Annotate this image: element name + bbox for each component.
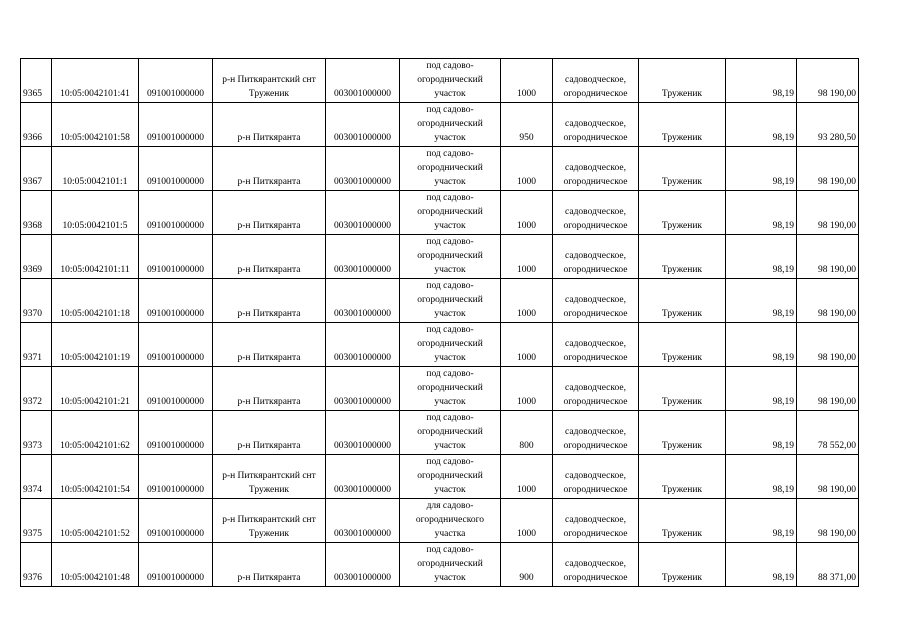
permitted-use-cell xyxy=(400,279,501,323)
location-cell xyxy=(213,543,326,587)
specific-value-cell: 98,19 xyxy=(726,103,797,147)
permitted-use-line: участок xyxy=(434,573,466,583)
table-row xyxy=(21,543,859,587)
cadastral-value-cell: 78 552,00 xyxy=(797,411,859,455)
oktmo-code-cell: 091001000000 xyxy=(139,147,213,191)
table-row xyxy=(21,455,859,499)
table-row xyxy=(21,59,859,103)
specific-value-cell: 98,19 xyxy=(726,191,797,235)
row-number-cell: 9365 xyxy=(21,59,52,103)
use-category-line: огородническое xyxy=(563,353,628,363)
partnership-name-cell: Труженик xyxy=(639,323,726,367)
location-cell xyxy=(213,499,326,543)
oktmo-code-cell: 091001000000 xyxy=(139,59,213,103)
use-category-cell xyxy=(553,367,639,411)
area-cell: 1000 xyxy=(501,499,553,543)
permitted-use-line: огороднический xyxy=(417,559,483,569)
specific-value-cell: 98,19 xyxy=(726,411,797,455)
row-number-cell: 9374 xyxy=(21,455,52,499)
partnership-name-cell: Труженик xyxy=(639,367,726,411)
permitted-use-line: огороднический xyxy=(417,207,483,217)
use-category-cell xyxy=(553,323,639,367)
permitted-use-line: огороднический xyxy=(417,383,483,393)
location-cell xyxy=(213,455,326,499)
permitted-use-line: огороднический xyxy=(417,119,483,129)
row-number-cell: 9370 xyxy=(21,279,52,323)
permitted-use-cell xyxy=(400,191,501,235)
permitted-use-cell xyxy=(400,543,501,587)
okato-code-cell: 003001000000 xyxy=(326,147,400,191)
cadastral-number-cell: 10:05:0042101:58 xyxy=(52,103,139,147)
location-line: р-н Питкяранта xyxy=(237,353,301,363)
permitted-use-line: участок xyxy=(434,441,466,451)
table-row xyxy=(21,147,859,191)
permitted-use-line: под садово- xyxy=(426,237,474,247)
row-number-cell: 9373 xyxy=(21,411,52,455)
location-cell xyxy=(213,367,326,411)
permitted-use-cell xyxy=(400,499,501,543)
specific-value-cell: 98,19 xyxy=(726,455,797,499)
cadastral-number-cell: 10:05:0042101:19 xyxy=(52,323,139,367)
permitted-use-cell xyxy=(400,411,501,455)
location-line: р-н Питкяранта xyxy=(237,397,301,407)
use-category-line: огородническое xyxy=(563,89,628,99)
okato-code-cell: 003001000000 xyxy=(326,367,400,411)
partnership-name-cell: Труженик xyxy=(639,147,726,191)
permitted-use-line: под садово- xyxy=(426,61,474,71)
use-category-cell xyxy=(553,543,639,587)
row-number-cell: 9366 xyxy=(21,103,52,147)
use-category-line: садоводческое, xyxy=(565,559,626,569)
permitted-use-line: участок xyxy=(434,89,466,99)
location-cell xyxy=(213,103,326,147)
permitted-use-line: участок xyxy=(434,397,466,407)
permitted-use-line: огороднический xyxy=(417,427,483,437)
partnership-name-cell: Труженик xyxy=(639,59,726,103)
okato-code-cell: 003001000000 xyxy=(326,235,400,279)
location-line: р-н Питкярантский снт xyxy=(222,515,316,525)
use-category-line: огородническое xyxy=(563,309,628,319)
cadastral-value-cell: 98 190,00 xyxy=(797,147,859,191)
area-cell: 1000 xyxy=(501,367,553,411)
use-category-cell xyxy=(553,499,639,543)
permitted-use-cell xyxy=(400,59,501,103)
table-row xyxy=(21,411,859,455)
location-line: Труженик xyxy=(248,529,290,539)
cadastral-value-cell: 93 280,50 xyxy=(797,103,859,147)
use-category-cell xyxy=(553,147,639,191)
permitted-use-line: огороднический xyxy=(417,163,483,173)
permitted-use-line: огороднический xyxy=(417,251,483,261)
oktmo-code-cell: 091001000000 xyxy=(139,235,213,279)
permitted-use-line: участка xyxy=(434,529,466,539)
permitted-use-line: огороднического xyxy=(415,515,485,525)
cadastral-registry-table xyxy=(20,58,859,587)
cadastral-number-cell: 10:05:0042101:48 xyxy=(52,543,139,587)
cadastral-value-cell: 98 190,00 xyxy=(797,455,859,499)
cadastral-value-cell: 98 190,00 xyxy=(797,59,859,103)
specific-value-cell: 98,19 xyxy=(726,235,797,279)
specific-value-cell: 98,19 xyxy=(726,59,797,103)
use-category-cell xyxy=(553,59,639,103)
permitted-use-line: под садово- xyxy=(426,105,474,115)
partnership-name-cell: Труженик xyxy=(639,279,726,323)
okato-code-cell: 003001000000 xyxy=(326,59,400,103)
permitted-use-line: под садово- xyxy=(426,369,474,379)
row-number-cell: 9367 xyxy=(21,147,52,191)
table-row xyxy=(21,235,859,279)
location-line: р-н Питкяранта xyxy=(237,265,301,275)
use-category-line: огородническое xyxy=(563,485,628,495)
use-category-line: огородническое xyxy=(563,177,628,187)
use-category-line: садоводческое, xyxy=(565,119,626,129)
specific-value-cell: 98,19 xyxy=(726,499,797,543)
use-category-line: огородническое xyxy=(563,441,628,451)
permitted-use-line: участок xyxy=(434,353,466,363)
okato-code-cell: 003001000000 xyxy=(326,455,400,499)
cadastral-number-cell: 10:05:0042101:54 xyxy=(52,455,139,499)
permitted-use-line: под садово- xyxy=(426,413,474,423)
permitted-use-line: участок xyxy=(434,485,466,495)
use-category-line: огородническое xyxy=(563,397,628,407)
area-cell: 1000 xyxy=(501,147,553,191)
table-row xyxy=(21,103,859,147)
location-cell xyxy=(213,59,326,103)
permitted-use-line: под садово- xyxy=(426,325,474,335)
location-line: р-н Питкяранта xyxy=(237,133,301,143)
okato-code-cell: 003001000000 xyxy=(326,103,400,147)
specific-value-cell: 98,19 xyxy=(726,279,797,323)
use-category-cell xyxy=(553,279,639,323)
use-category-cell xyxy=(553,235,639,279)
location-line: р-н Питкярантский снт xyxy=(222,471,316,481)
okato-code-cell: 003001000000 xyxy=(326,543,400,587)
use-category-cell xyxy=(553,191,639,235)
cadastral-value-cell: 98 190,00 xyxy=(797,323,859,367)
oktmo-code-cell: 091001000000 xyxy=(139,103,213,147)
location-cell xyxy=(213,323,326,367)
partnership-name-cell: Труженик xyxy=(639,103,726,147)
registry-body xyxy=(21,59,859,587)
permitted-use-line: огороднический xyxy=(417,339,483,349)
permitted-use-line: огороднический xyxy=(417,471,483,481)
permitted-use-line: участок xyxy=(434,133,466,143)
cadastral-number-cell: 10:05:0042101:62 xyxy=(52,411,139,455)
row-number-cell: 9371 xyxy=(21,323,52,367)
cadastral-value-cell: 98 190,00 xyxy=(797,367,859,411)
use-category-line: садоводческое, xyxy=(565,339,626,349)
partnership-name-cell: Труженик xyxy=(639,191,726,235)
area-cell: 1000 xyxy=(501,59,553,103)
cadastral-value-cell: 98 190,00 xyxy=(797,499,859,543)
specific-value-cell: 98,19 xyxy=(726,323,797,367)
cadastral-value-cell: 98 190,00 xyxy=(797,191,859,235)
permitted-use-line: участок xyxy=(434,221,466,231)
cadastral-number-cell: 10:05:0042101:5 xyxy=(52,191,139,235)
permitted-use-line: участок xyxy=(434,177,466,187)
use-category-line: огородническое xyxy=(563,221,628,231)
location-line: р-н Питкяранта xyxy=(237,177,301,187)
use-category-cell xyxy=(553,103,639,147)
location-cell xyxy=(213,411,326,455)
area-cell: 1000 xyxy=(501,323,553,367)
partnership-name-cell: Труженик xyxy=(639,499,726,543)
use-category-cell xyxy=(553,411,639,455)
cadastral-number-cell: 10:05:0042101:21 xyxy=(52,367,139,411)
specific-value-cell: 98,19 xyxy=(726,543,797,587)
permitted-use-line: под садово- xyxy=(426,193,474,203)
oktmo-code-cell: 091001000000 xyxy=(139,367,213,411)
partnership-name-cell: Труженик xyxy=(639,543,726,587)
cadastral-value-cell: 98 190,00 xyxy=(797,279,859,323)
row-number-cell: 9376 xyxy=(21,543,52,587)
oktmo-code-cell: 091001000000 xyxy=(139,191,213,235)
area-cell: 900 xyxy=(501,543,553,587)
location-cell xyxy=(213,235,326,279)
table-row xyxy=(21,323,859,367)
cadastral-number-cell: 10:05:0042101:1 xyxy=(52,147,139,191)
cadastral-number-cell: 10:05:0042101:41 xyxy=(52,59,139,103)
partnership-name-cell: Труженик xyxy=(639,235,726,279)
use-category-line: огородническое xyxy=(563,529,628,539)
location-line: Труженик xyxy=(248,485,290,495)
cadastral-number-cell: 10:05:0042101:18 xyxy=(52,279,139,323)
permitted-use-cell xyxy=(400,103,501,147)
table-row xyxy=(21,499,859,543)
permitted-use-line: под садово- xyxy=(426,457,474,467)
row-number-cell: 9369 xyxy=(21,235,52,279)
cadastral-value-cell: 98 190,00 xyxy=(797,235,859,279)
area-cell: 1000 xyxy=(501,279,553,323)
okato-code-cell: 003001000000 xyxy=(326,499,400,543)
area-cell: 1000 xyxy=(501,455,553,499)
oktmo-code-cell: 091001000000 xyxy=(139,499,213,543)
location-line: р-н Питкяранта xyxy=(237,573,301,583)
row-number-cell: 9372 xyxy=(21,367,52,411)
permitted-use-cell xyxy=(400,235,501,279)
permitted-use-cell xyxy=(400,147,501,191)
row-number-cell: 9375 xyxy=(21,499,52,543)
location-line: р-н Питкярантский снт xyxy=(222,75,316,85)
use-category-line: садоводческое, xyxy=(565,383,626,393)
table-row xyxy=(21,191,859,235)
specific-value-cell: 98,19 xyxy=(726,367,797,411)
area-cell: 1000 xyxy=(501,191,553,235)
okato-code-cell: 003001000000 xyxy=(326,323,400,367)
use-category-line: садоводческое, xyxy=(565,251,626,261)
oktmo-code-cell: 091001000000 xyxy=(139,279,213,323)
permitted-use-line: огороднический xyxy=(417,75,483,85)
oktmo-code-cell: 091001000000 xyxy=(139,455,213,499)
area-cell: 1000 xyxy=(501,235,553,279)
permitted-use-cell xyxy=(400,455,501,499)
area-cell: 950 xyxy=(501,103,553,147)
location-cell xyxy=(213,279,326,323)
use-category-line: огородническое xyxy=(563,133,628,143)
location-line: р-н Питкяранта xyxy=(237,441,301,451)
cadastral-number-cell: 10:05:0042101:11 xyxy=(52,235,139,279)
specific-value-cell: 98,19 xyxy=(726,147,797,191)
location-line: р-н Питкяранта xyxy=(237,309,301,319)
use-category-line: огородническое xyxy=(563,573,628,583)
permitted-use-line: для садово- xyxy=(426,501,474,511)
cadastral-number-cell: 10:05:0042101:52 xyxy=(52,499,139,543)
location-cell xyxy=(213,147,326,191)
use-category-line: садоводческое, xyxy=(565,295,626,305)
table-row xyxy=(21,367,859,411)
use-category-line: садоводческое, xyxy=(565,207,626,217)
cadastral-value-cell: 88 371,00 xyxy=(797,543,859,587)
okato-code-cell: 003001000000 xyxy=(326,279,400,323)
location-cell xyxy=(213,191,326,235)
area-cell: 800 xyxy=(501,411,553,455)
oktmo-code-cell: 091001000000 xyxy=(139,543,213,587)
permitted-use-line: огороднический xyxy=(417,295,483,305)
use-category-line: садоводческое, xyxy=(565,75,626,85)
permitted-use-cell xyxy=(400,367,501,411)
use-category-line: садоводческое, xyxy=(565,515,626,525)
permitted-use-line: под садово- xyxy=(426,545,474,555)
use-category-line: огородническое xyxy=(563,265,628,275)
location-line: Труженик xyxy=(248,89,290,99)
okato-code-cell: 003001000000 xyxy=(326,191,400,235)
okato-code-cell: 003001000000 xyxy=(326,411,400,455)
location-line: р-н Питкяранта xyxy=(237,221,301,231)
partnership-name-cell: Труженик xyxy=(639,455,726,499)
partnership-name-cell: Труженик xyxy=(639,411,726,455)
table-row xyxy=(21,279,859,323)
use-category-cell xyxy=(553,455,639,499)
oktmo-code-cell: 091001000000 xyxy=(139,411,213,455)
permitted-use-cell xyxy=(400,323,501,367)
permitted-use-line: под садово- xyxy=(426,281,474,291)
oktmo-code-cell: 091001000000 xyxy=(139,323,213,367)
permitted-use-line: участок xyxy=(434,309,466,319)
use-category-line: садоводческое, xyxy=(565,471,626,481)
permitted-use-line: под садово- xyxy=(426,149,474,159)
row-number-cell: 9368 xyxy=(21,191,52,235)
permitted-use-line: участок xyxy=(434,265,466,275)
use-category-line: садоводческое, xyxy=(565,427,626,437)
use-category-line: садоводческое, xyxy=(565,163,626,173)
